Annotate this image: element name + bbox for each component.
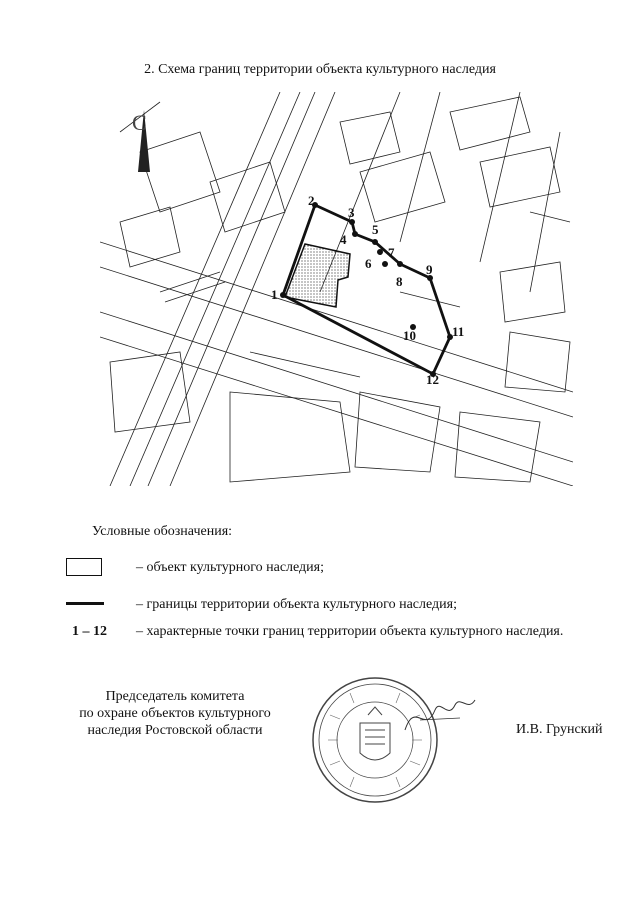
north-letter: С (132, 110, 147, 135)
legend-points-range: 1 – 12 (72, 624, 107, 639)
legend-object-symbol (66, 558, 102, 576)
signatory-position (70, 688, 280, 739)
seal-emblem (360, 707, 390, 760)
page-title: 2. Схема границ территории объекта культурного наследия (144, 62, 496, 77)
point-label: 2 (308, 193, 315, 208)
position-line: по охране объектов культурного (79, 706, 271, 721)
site-plan-map (100, 92, 573, 486)
legend-boundary-symbol (66, 602, 104, 605)
point-label: 1 (271, 287, 278, 302)
point-label: 6 (365, 256, 372, 271)
point-label: 8 (396, 274, 403, 289)
position-line: наследия Ростовской области (87, 723, 263, 738)
point-label: 12 (426, 372, 439, 387)
signatory-name: И.В. Грунский (516, 722, 603, 737)
point-label: 11 (452, 324, 465, 339)
north-arrow (132, 110, 150, 172)
point-label: 7 (388, 245, 395, 260)
legend-points-text: – характерные точки границ территории объекта культурного наследия. (136, 624, 564, 639)
legend-heading: Условные обозначения: (92, 524, 233, 539)
point-label: 10 (403, 328, 416, 343)
point-label: 5 (372, 222, 379, 237)
heritage-object-area (285, 244, 350, 307)
point-label: 9 (426, 262, 433, 277)
legend-object-text: – объект культурного наследия; (136, 560, 324, 575)
point-label: 4 (340, 232, 347, 247)
handwritten-signature (400, 690, 480, 740)
position-line: Председатель комитета (105, 689, 245, 704)
point-label: 3 (348, 205, 355, 220)
legend-boundary-text: – границы территории объекта культурного наследия; (136, 597, 457, 612)
